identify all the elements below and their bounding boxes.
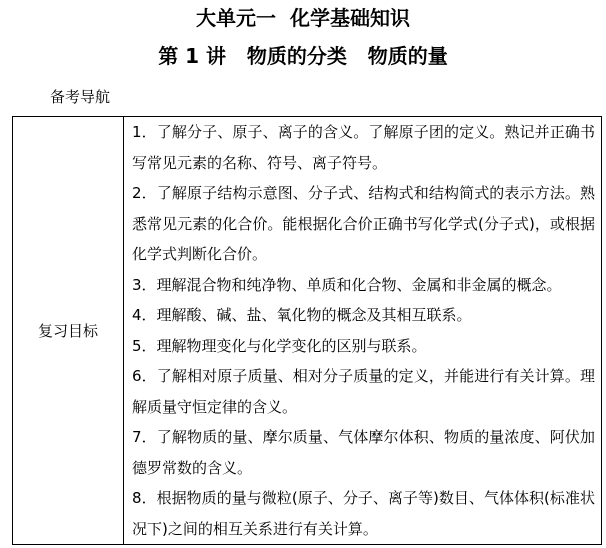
section-label: 备考导航: [50, 88, 111, 106]
unit-title: 大单元一 化学基础知识: [196, 6, 410, 30]
goal-item: 4．理解酸、碱、盐、氧化物的概念及其相互联系。: [132, 306, 472, 324]
goal-item: 1．了解分子、原子、离子的含义。了解原子团的定义。熟记并正确书写常见元素的名称、符号、离子符号。: [132, 123, 595, 172]
goal-item: 3．理解混合物和纯净物、单质和化合物、金属和非金属的概念。: [132, 275, 562, 294]
lesson-title: 第 1 讲 物质的分类 物质的量: [158, 44, 448, 68]
goal-item: 7．了解物质的量、摩尔质量、气体摩尔体积、物质的量浓度、阿伏加德罗常数的含义。: [132, 428, 595, 477]
goals-list: [124, 117, 602, 545]
table-row: [13, 117, 602, 545]
review-goals-table: [12, 116, 602, 545]
goal-item: 5．理解物理变化与化学变化的区别与联系。: [132, 336, 427, 355]
row-label: 复习目标: [13, 117, 124, 545]
goal-item: 6．了解相对原子质量、相对分子质量的定义，并能进行有关计算。理解质量守恒定律的含义。: [132, 367, 595, 416]
goal-item: 8．根据物质的量与微粒(原子、分子、离子等)数目、气体体积(标准状况下)之间的相互关系进行有关计算。: [132, 489, 595, 538]
goal-item: 2．了解原子结构示意图、分子式、结构式和结构简式的表示方法。熟悉常见元素的化合价。能根据化合价正确书写化学式(分子式)，或根据化学式判断化合价。: [132, 184, 595, 263]
